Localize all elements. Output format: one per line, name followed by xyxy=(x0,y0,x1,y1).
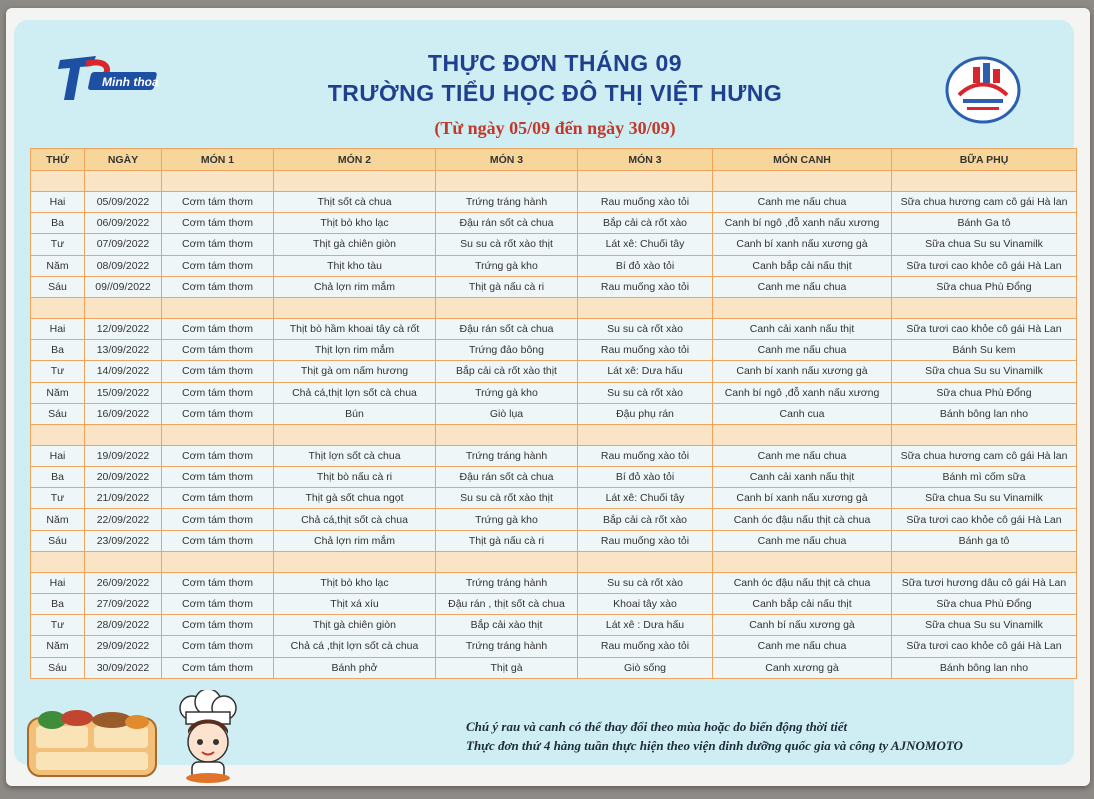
dish2-cell: Chả lợn rim mắm xyxy=(274,276,436,297)
dish1-cell: Cơm tám thơm xyxy=(162,467,274,488)
dish1-cell: Cơm tám thơm xyxy=(162,509,274,530)
separator-cell xyxy=(713,424,892,445)
dish3b-cell: Giò sống xyxy=(578,657,713,678)
date-cell: 22/09/2022 xyxy=(85,509,162,530)
date-cell: 30/09/2022 xyxy=(85,657,162,678)
separator-cell xyxy=(713,551,892,572)
snack-cell: Sữa tươi cao khỏe cô gái Hà Lan xyxy=(892,509,1077,530)
dish2-cell: Thịt gà chiên giòn xyxy=(274,615,436,636)
menu-table xyxy=(30,148,1077,679)
soup-cell: Canh bí xanh nấu xương gà xyxy=(713,488,892,509)
separator-cell xyxy=(713,171,892,192)
snack-cell: Sữa chua Su su Vinamilk xyxy=(892,234,1077,255)
dish2-cell: Bánh phở xyxy=(274,657,436,678)
food-tray-illustration xyxy=(22,700,162,780)
separator-cell xyxy=(892,424,1077,445)
separator-cell xyxy=(892,297,1077,318)
dish3-cell: Trứng tráng hành xyxy=(436,572,578,593)
dish1-cell: Cơm tám thơm xyxy=(162,192,274,213)
dish3b-cell: Lát xê: Dưa hấu xyxy=(578,361,713,382)
dish3-cell: Trứng gà kho xyxy=(436,255,578,276)
weekday-cell: Năm xyxy=(31,382,85,403)
dish3-cell: Thịt gà xyxy=(436,657,578,678)
snack-cell: Sữa chua hương cam cô gái Hà lan xyxy=(892,192,1077,213)
soup-cell: Canh me nấu chua xyxy=(713,276,892,297)
separator-cell xyxy=(578,424,713,445)
table-row xyxy=(31,276,1077,297)
dish3-cell: Đậu rán sốt cà chua xyxy=(436,467,578,488)
week-separator-row xyxy=(31,297,1077,318)
dish2-cell: Chả cá,thịt lợn sốt cà chua xyxy=(274,382,436,403)
soup-cell: Canh bí nấu xương gà xyxy=(713,615,892,636)
weekday-cell: Năm xyxy=(31,255,85,276)
dish1-cell: Cơm tám thơm xyxy=(162,234,274,255)
date-cell: 19/09/2022 xyxy=(85,445,162,466)
dish3-cell: Trứng tráng hành xyxy=(436,636,578,657)
dish1-cell: Cơm tám thơm xyxy=(162,594,274,615)
date-cell: 27/09/2022 xyxy=(85,594,162,615)
soup-cell: Canh bí xanh nấu xương gà xyxy=(713,361,892,382)
dish1-cell: Cơm tám thơm xyxy=(162,488,274,509)
dish1-cell: Cơm tám thơm xyxy=(162,340,274,361)
dish3b-cell: Rau muống xào tỏi xyxy=(578,340,713,361)
separator-cell xyxy=(162,171,274,192)
date-cell: 16/09/2022 xyxy=(85,403,162,424)
dish3-cell: Trứng gà kho xyxy=(436,382,578,403)
separator-cell xyxy=(31,297,85,318)
dish2-cell: Thịt bò nấu cà ri xyxy=(274,467,436,488)
snack-cell: Sữa chua Su su Vinamilk xyxy=(892,488,1077,509)
dish1-cell: Cơm tám thơm xyxy=(162,445,274,466)
separator-cell xyxy=(85,171,162,192)
dish2-cell: Thịt gà sốt chua ngọt xyxy=(274,488,436,509)
dish2-cell: Chả cá,thịt sốt cà chua xyxy=(274,509,436,530)
snack-cell: Sữa tươi cao khỏe cô gái Hà Lan xyxy=(892,318,1077,339)
table-row xyxy=(31,318,1077,339)
separator-cell xyxy=(436,424,578,445)
dish3b-cell: Lát xê: Chuối tây xyxy=(578,234,713,255)
soup-cell: Canh bắp cải nấu thịt xyxy=(713,255,892,276)
dish3b-cell: Đậu phụ rán xyxy=(578,403,713,424)
dish3b-cell: Rau muống xào tỏi xyxy=(578,636,713,657)
soup-cell: Canh me nấu chua xyxy=(713,192,892,213)
dish2-cell: Bún xyxy=(274,403,436,424)
dish2-cell: Thịt bò kho lạc xyxy=(274,213,436,234)
dish3-cell: Thịt gà nấu cà ri xyxy=(436,276,578,297)
dish3b-cell: Rau muống xào tỏi xyxy=(578,530,713,551)
soup-cell: Canh cải xanh nấu thịt xyxy=(713,467,892,488)
dish1-cell: Cơm tám thơm xyxy=(162,572,274,593)
separator-cell xyxy=(31,551,85,572)
dish3-cell: Su su cà rốt xào thịt xyxy=(436,488,578,509)
dish2-cell: Chả cá ,thịt lợn sốt cà chua xyxy=(274,636,436,657)
date-cell: 20/09/2022 xyxy=(85,467,162,488)
date-cell: 14/09/2022 xyxy=(85,361,162,382)
dish3b-cell: Rau muống xào tỏi xyxy=(578,276,713,297)
snack-cell: Bánh ga tô xyxy=(892,530,1077,551)
snack-cell: Bánh bông lan nho xyxy=(892,403,1077,424)
soup-cell: Canh bí xanh nấu xương gà xyxy=(713,234,892,255)
table-row xyxy=(31,361,1077,382)
separator-cell xyxy=(578,171,713,192)
dish2-cell: Thịt xá xíu xyxy=(274,594,436,615)
dish3-cell: Đậu rán sốt cà chua xyxy=(436,213,578,234)
snack-cell: Sữa tươi hương dâu cô gái Hà Lan xyxy=(892,572,1077,593)
dish3b-cell: Bí đỏ xào tỏi xyxy=(578,255,713,276)
soup-cell: Canh xương gà xyxy=(713,657,892,678)
dish1-cell: Cơm tám thơm xyxy=(162,636,274,657)
snack-cell: Sữa chua hương cam cô gái Hà lan xyxy=(892,445,1077,466)
snack-cell: Bánh Ga tô xyxy=(892,213,1077,234)
table-row xyxy=(31,594,1077,615)
dish3b-cell: Su su cà rốt xào xyxy=(578,318,713,339)
table-row xyxy=(31,615,1077,636)
weekday-cell: Sáu xyxy=(31,530,85,551)
table-row xyxy=(31,572,1077,593)
separator-cell xyxy=(578,297,713,318)
snack-cell: Sữa chua Su su Vinamilk xyxy=(892,361,1077,382)
weekday-cell: Hai xyxy=(31,192,85,213)
soup-cell: Canh me nấu chua xyxy=(713,445,892,466)
dish3-cell: Trứng tráng hành xyxy=(436,192,578,213)
table-row xyxy=(31,636,1077,657)
dish3-cell: Thịt gà nấu cà ri xyxy=(436,530,578,551)
school-logo xyxy=(943,55,1023,125)
chef-girl-illustration xyxy=(170,690,245,785)
dish2-cell: Thịt bò hầm khoai tây cà rốt xyxy=(274,318,436,339)
dish3b-cell: Bắp cải cà rốt xào xyxy=(578,509,713,530)
separator-cell xyxy=(274,171,436,192)
dish1-cell: Cơm tám thơm xyxy=(162,361,274,382)
table-row xyxy=(31,234,1077,255)
snack-cell: Sữa chua Phù Đổng xyxy=(892,382,1077,403)
snack-cell: Bánh mì cốm sữa xyxy=(892,467,1077,488)
dish3-cell: Su su cà rốt xào thịt xyxy=(436,234,578,255)
separator-cell xyxy=(31,424,85,445)
dish1-cell: Cơm tám thơm xyxy=(162,213,274,234)
soup-cell: Canh me nấu chua xyxy=(713,340,892,361)
table-row xyxy=(31,445,1077,466)
col-header: THỨ xyxy=(31,149,85,171)
weekday-cell: Tư xyxy=(31,234,85,255)
footer-note-wednesday: Thực đơn thứ 4 hàng tuần thực hiện theo viện dinh dưỡng quốc gia và công ty AJNOMOTO xyxy=(466,738,963,753)
col-header: MÓN 3 xyxy=(578,149,713,171)
weekday-cell: Hai xyxy=(31,318,85,339)
dish1-cell: Cơm tám thơm xyxy=(162,255,274,276)
dish1-cell: Cơm tám thơm xyxy=(162,318,274,339)
date-cell: 06/09/2022 xyxy=(85,213,162,234)
dish3b-cell: Lát xê : Dưa hấu xyxy=(578,615,713,636)
week-separator-row xyxy=(31,551,1077,572)
dish3b-cell: Bí đỏ xào tỏi xyxy=(578,467,713,488)
dish1-cell: Cơm tám thơm xyxy=(162,657,274,678)
dish3-cell: Đậu rán sốt cà chua xyxy=(436,318,578,339)
dish3b-cell: Su su cà rốt xào xyxy=(578,382,713,403)
dish3-cell: Trứng tráng hành xyxy=(436,445,578,466)
dish1-cell: Cơm tám thơm xyxy=(162,403,274,424)
soup-cell: Canh bắp cải nấu thịt xyxy=(713,594,892,615)
dish3-cell: Trứng đảo bông xyxy=(436,340,578,361)
date-cell: 28/09/2022 xyxy=(85,615,162,636)
dish1-cell: Cơm tám thơm xyxy=(162,276,274,297)
date-cell: 15/09/2022 xyxy=(85,382,162,403)
svg-text:Minh thoa: Minh thoa xyxy=(102,75,159,89)
soup-cell: Canh cua xyxy=(713,403,892,424)
separator-cell xyxy=(162,551,274,572)
table-row xyxy=(31,530,1077,551)
soup-cell: Canh bí ngô ,đỗ xanh nấu xương xyxy=(713,213,892,234)
weekday-cell: Năm xyxy=(31,636,85,657)
date-cell: 13/09/2022 xyxy=(85,340,162,361)
separator-cell xyxy=(713,297,892,318)
separator-cell xyxy=(436,297,578,318)
date-range: (Từ ngày 05/09 đến ngày 30/09) xyxy=(434,118,676,138)
separator-cell xyxy=(274,297,436,318)
date-cell: 07/09/2022 xyxy=(85,234,162,255)
weekday-cell: Tư xyxy=(31,615,85,636)
date-cell: 21/09/2022 xyxy=(85,488,162,509)
weekday-cell: Tư xyxy=(31,361,85,382)
snack-cell: Bánh bông lan nho xyxy=(892,657,1077,678)
dish2-cell: Thịt gà chiên giòn xyxy=(274,234,436,255)
dish3-cell: Đậu rán , thịt sốt cà chua xyxy=(436,594,578,615)
table-row xyxy=(31,488,1077,509)
table-row xyxy=(31,657,1077,678)
soup-cell: Canh bí ngô ,đỗ xanh nấu xương xyxy=(713,382,892,403)
menu-body xyxy=(31,171,1077,679)
separator-cell xyxy=(85,424,162,445)
date-cell: 05/09/2022 xyxy=(85,192,162,213)
dish3b-cell: Rau muống xào tỏi xyxy=(578,445,713,466)
soup-cell: Canh me nấu chua xyxy=(713,636,892,657)
separator-cell xyxy=(162,424,274,445)
soup-cell: Canh cải xanh nấu thịt xyxy=(713,318,892,339)
table-row xyxy=(31,467,1077,488)
snack-cell: Sữa tươi cao khỏe cô gái Hà Lan xyxy=(892,636,1077,657)
dish2-cell: Thịt gà om nấm hương xyxy=(274,361,436,382)
table-row xyxy=(31,213,1077,234)
table-row xyxy=(31,509,1077,530)
dish3b-cell: Su su cà rốt xào xyxy=(578,572,713,593)
weekday-cell: Sáu xyxy=(31,657,85,678)
dish3-cell: Giò lụa xyxy=(436,403,578,424)
dish3b-cell: Khoai tây xào xyxy=(578,594,713,615)
table-row xyxy=(31,255,1077,276)
snack-cell: Sữa tươi cao khỏe cô gái Hà Lan xyxy=(892,255,1077,276)
weekday-cell: Ba xyxy=(31,213,85,234)
dish3b-cell: Rau muống xào tỏi xyxy=(578,192,713,213)
dish3b-cell: Lát xê: Chuối tây xyxy=(578,488,713,509)
table-row xyxy=(31,382,1077,403)
dish1-cell: Cơm tám thơm xyxy=(162,615,274,636)
dish2-cell: Thịt lợn rim mắm xyxy=(274,340,436,361)
soup-cell: Canh óc đậu nấu thịt cà chua xyxy=(713,572,892,593)
weekday-cell: Sáu xyxy=(31,276,85,297)
snack-cell: Bánh Su kem xyxy=(892,340,1077,361)
separator-cell xyxy=(892,551,1077,572)
dish3-cell: Bắp cải xào thịt xyxy=(436,615,578,636)
weekday-cell: Năm xyxy=(31,509,85,530)
separator-cell xyxy=(31,171,85,192)
snack-cell: Sữa chua Phù Đổng xyxy=(892,276,1077,297)
date-cell: 09//09/2022 xyxy=(85,276,162,297)
table-row xyxy=(31,340,1077,361)
separator-cell xyxy=(436,171,578,192)
separator-cell xyxy=(274,424,436,445)
snack-cell: Sữa chua Su su Vinamilk xyxy=(892,615,1077,636)
col-header: NGÀY xyxy=(85,149,162,171)
separator-cell xyxy=(578,551,713,572)
separator-cell xyxy=(274,551,436,572)
dish2-cell: Thịt bò kho lạc xyxy=(274,572,436,593)
soup-cell: Canh óc đậu nấu thịt cà chua xyxy=(713,509,892,530)
date-cell: 26/09/2022 xyxy=(85,572,162,593)
footer-note-seasonal: Chú ý rau và canh có thể thay đổi theo mùa hoặc do biến động thời tiết xyxy=(466,719,848,734)
col-header: MÓN 3 xyxy=(436,149,578,171)
date-cell: 23/09/2022 xyxy=(85,530,162,551)
weekday-cell: Hai xyxy=(31,445,85,466)
page-title: THỰC ĐƠN THÁNG 09 xyxy=(427,50,683,76)
weekday-cell: Ba xyxy=(31,467,85,488)
weekday-cell: Sáu xyxy=(31,403,85,424)
col-header: MÓN CANH xyxy=(713,149,892,171)
snack-cell: Sữa chua Phù Đổng xyxy=(892,594,1077,615)
date-cell: 08/09/2022 xyxy=(85,255,162,276)
header-row xyxy=(31,149,1077,171)
weekday-cell: Hai xyxy=(31,572,85,593)
dish2-cell: Thịt lợn sốt cà chua xyxy=(274,445,436,466)
soup-cell: Canh me nấu chua xyxy=(713,530,892,551)
col-header: MÓN 2 xyxy=(274,149,436,171)
separator-cell xyxy=(85,297,162,318)
week-separator-row xyxy=(31,424,1077,445)
dish3b-cell: Bắp cải cà rốt xào xyxy=(578,213,713,234)
col-header: BỮA PHỤ xyxy=(892,149,1077,171)
school-name: TRƯỜNG TIỂU HỌC ĐÔ THỊ VIỆT HƯNG xyxy=(327,80,783,106)
table-row xyxy=(31,192,1077,213)
weekday-cell: Ba xyxy=(31,594,85,615)
minhthoa-logo xyxy=(56,50,166,110)
weekday-cell: Tư xyxy=(31,488,85,509)
table-row xyxy=(31,403,1077,424)
weekday-cell: Ba xyxy=(31,340,85,361)
separator-cell xyxy=(162,297,274,318)
dish1-cell: Cơm tám thơm xyxy=(162,382,274,403)
separator-cell xyxy=(436,551,578,572)
date-cell: 12/09/2022 xyxy=(85,318,162,339)
date-cell: 29/09/2022 xyxy=(85,636,162,657)
week-separator-row xyxy=(31,171,1077,192)
dish3-cell: Trứng gà kho xyxy=(436,509,578,530)
dish3-cell: Bắp cải cà rốt xào thịt xyxy=(436,361,578,382)
dish2-cell: Thịt sốt cà chua xyxy=(274,192,436,213)
dish1-cell: Cơm tám thơm xyxy=(162,530,274,551)
dish2-cell: Thịt kho tàu xyxy=(274,255,436,276)
dish2-cell: Chả lợn rim mắm xyxy=(274,530,436,551)
separator-cell xyxy=(892,171,1077,192)
separator-cell xyxy=(85,551,162,572)
col-header: MÓN 1 xyxy=(162,149,274,171)
